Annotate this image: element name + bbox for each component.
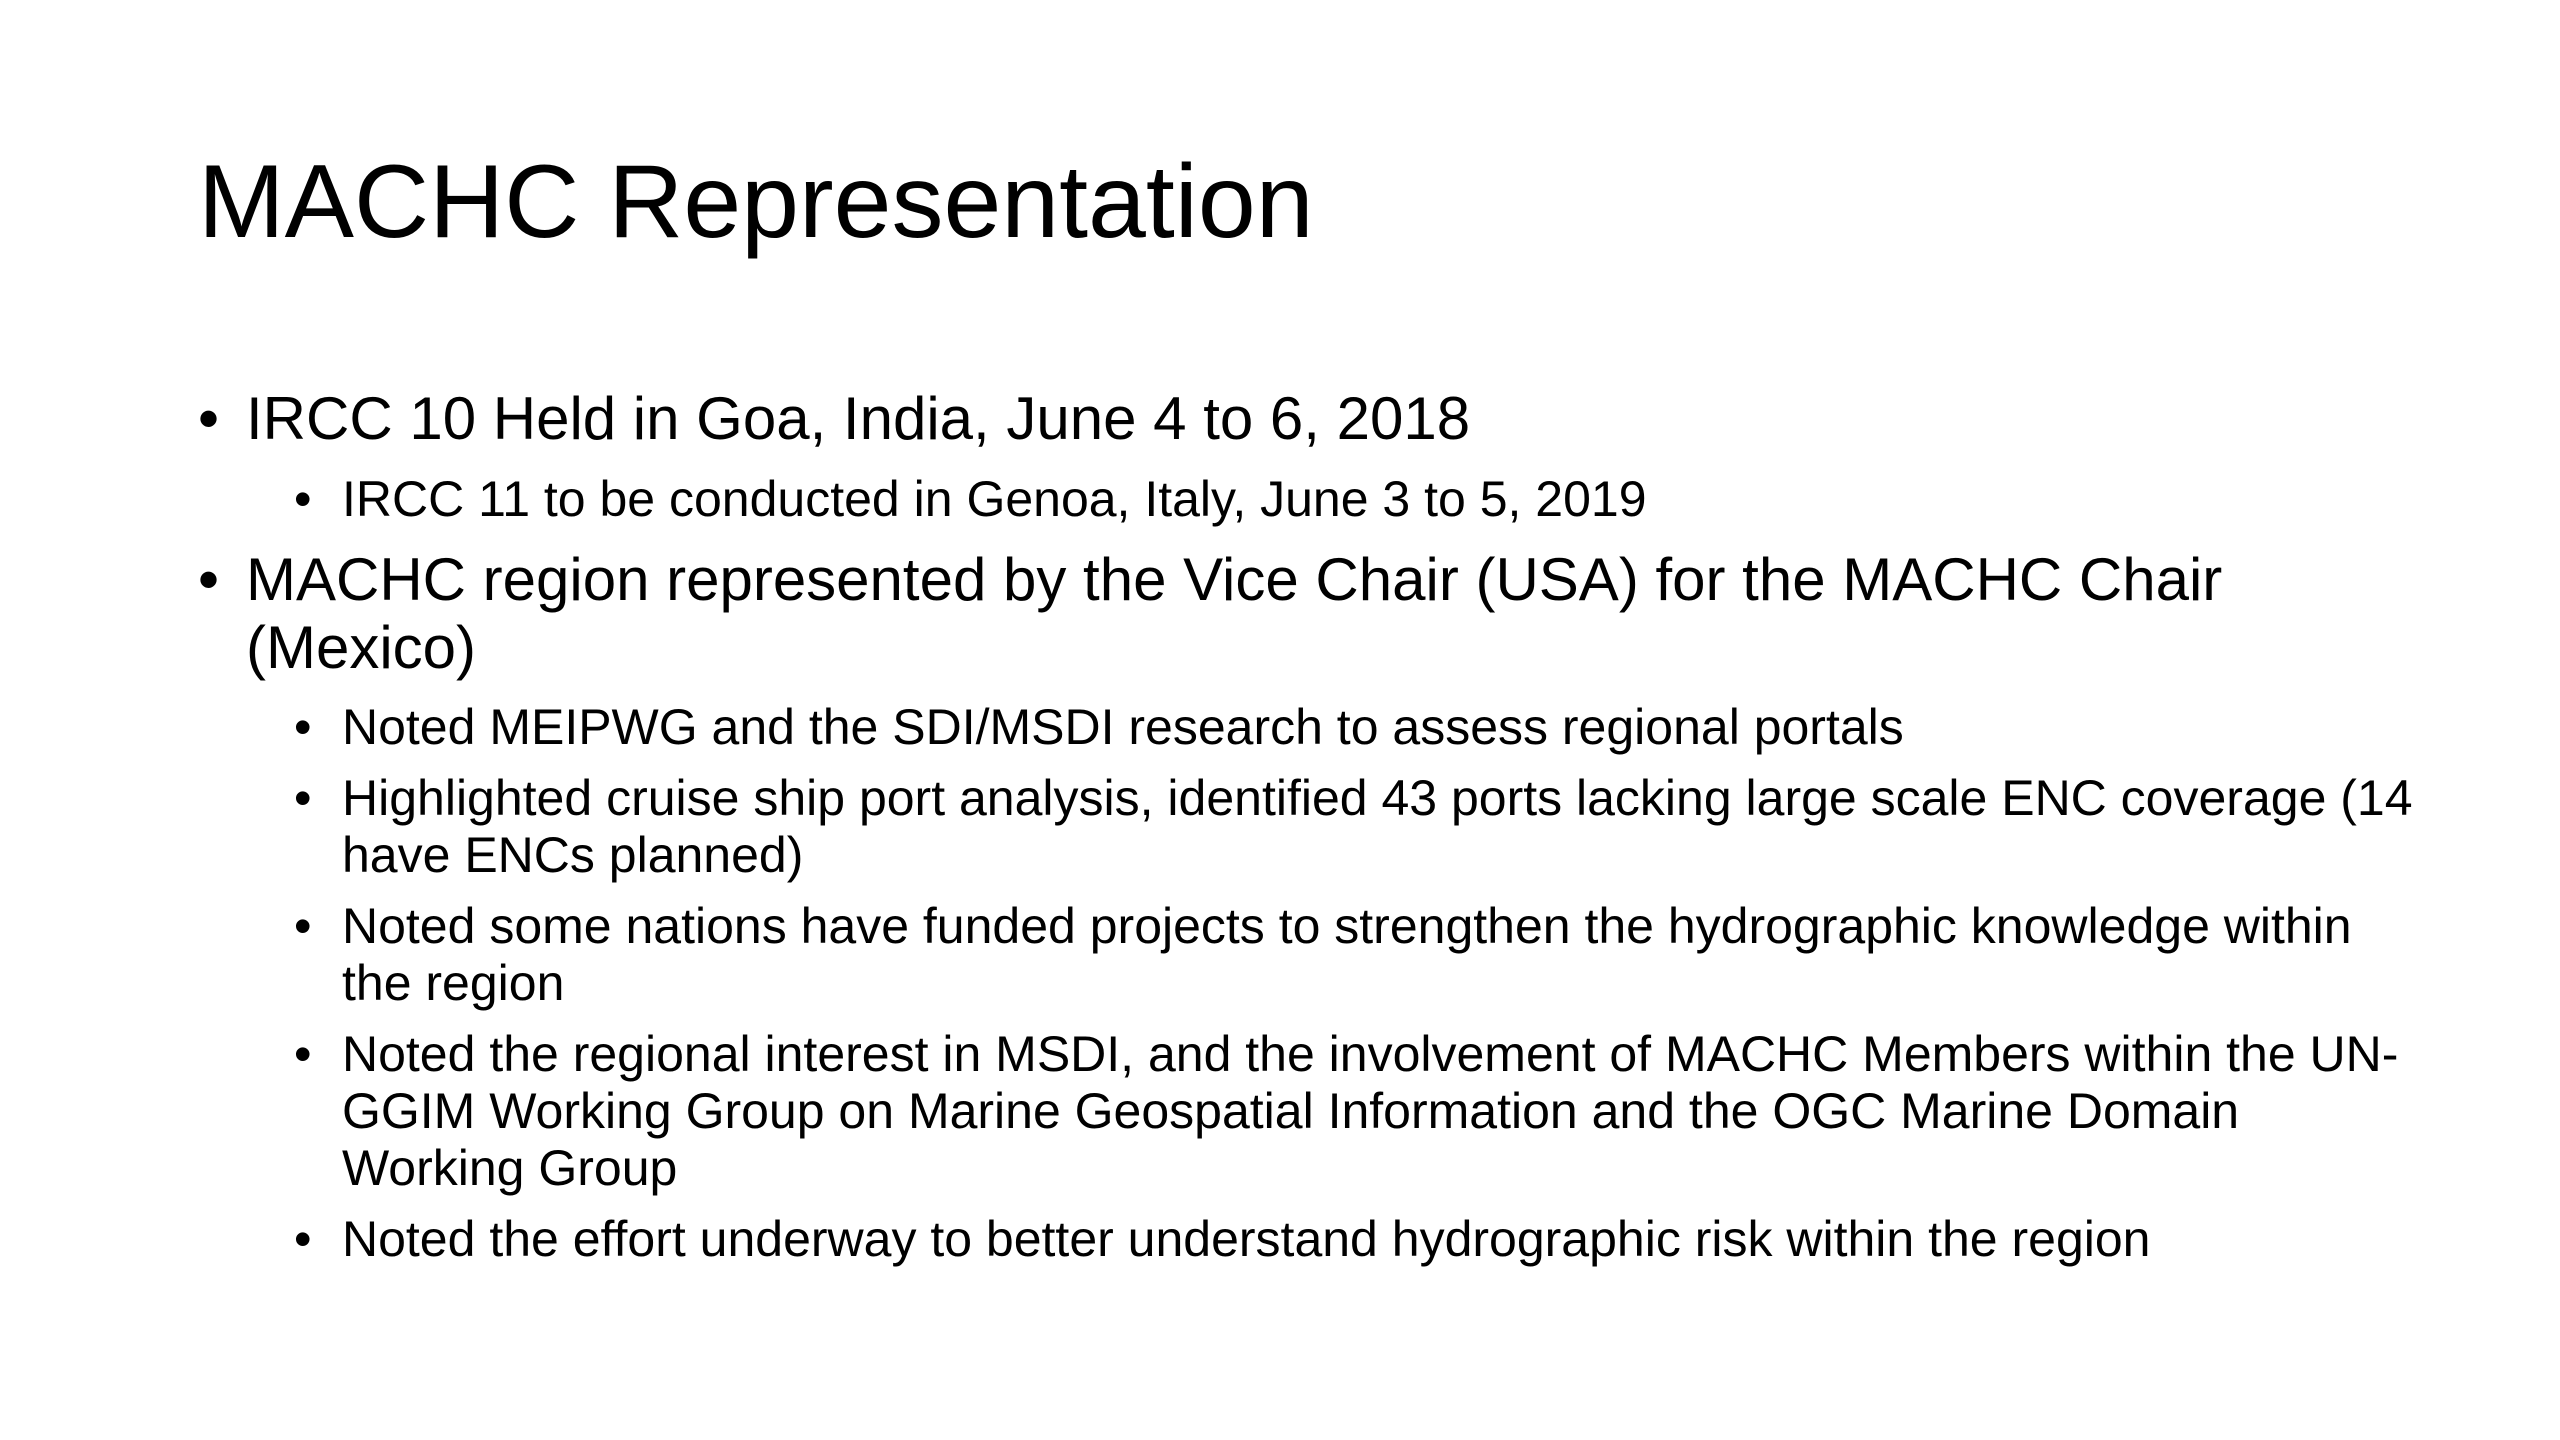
- sub-bullet-text: Noted MEIPWG and the SDI/MSDI research to assess regional portals: [342, 699, 1904, 756]
- sub-bullet-item: [198, 699, 2428, 756]
- sub-bullet-text: Highlighted cruise ship port analysis, identified 43 ports lacking large scale ENC coverage (14 have ENCs planned): [342, 770, 2413, 884]
- bullet-dot-icon: •: [294, 898, 312, 955]
- sub-bullet-text: IRCC 11 to be conducted in Genoa, Italy, June 3 to 5, 2019: [342, 470, 1647, 527]
- bullet-dot-icon: •: [294, 770, 312, 827]
- sub-bullet-text: Noted the effort underway to better understand hydrographic risk within the region: [342, 1211, 2151, 1268]
- bullet-text: MACHC region represented by the Vice Chair (USA) for the MACHC Chair (Mexico): [246, 545, 2223, 681]
- sub-bullet-text: Noted some nations have funded projects to strengthen the hydrographic knowledge within the region: [342, 898, 2352, 1012]
- bullet-dot-icon: •: [198, 385, 220, 452]
- slide-title: MACHC Representation: [198, 144, 1314, 260]
- bullet-dot-icon: •: [294, 470, 312, 527]
- bullet-dot-icon: •: [198, 545, 220, 613]
- bullet-item-1: [198, 385, 2428, 453]
- sub-bullet-list-2: [198, 699, 2428, 1268]
- sub-bullet-item: [198, 898, 2428, 1012]
- sub-bullet-text: Noted the regional interest in MSDI, and the involvement of MACHC Members within the UN-GGIM Working Group on Marine Geospatial Information and the OGC Marine Domain Working Group: [342, 1026, 2399, 1197]
- sub-bullet-item: [198, 471, 2428, 528]
- bullet-text: IRCC 10 Held in Goa, India, June 4 to 6, 2018: [246, 385, 1471, 452]
- sub-bullet-item: [198, 1026, 2428, 1197]
- bullet-dot-icon: •: [294, 699, 312, 756]
- sub-bullet-item: [198, 1211, 2428, 1268]
- sub-bullet-item: [198, 770, 2428, 884]
- sub-bullet-list-1: [198, 471, 2428, 528]
- slide-content: [198, 385, 2428, 1286]
- bullet-dot-icon: •: [294, 1026, 312, 1083]
- bullet-item-2: [198, 546, 2428, 682]
- bullet-dot-icon: •: [294, 1211, 312, 1268]
